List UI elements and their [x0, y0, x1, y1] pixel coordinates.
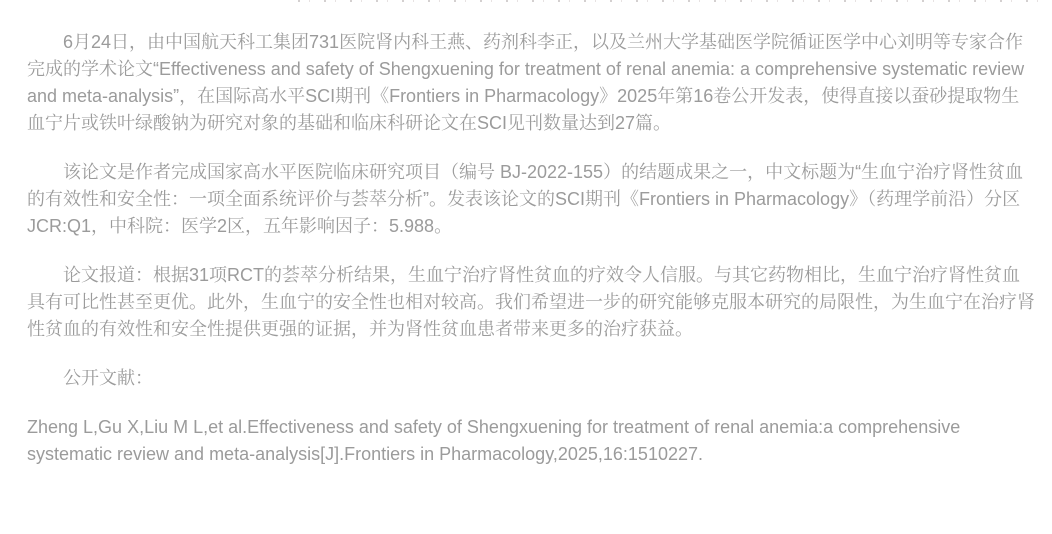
paragraph-citation: Zheng L,Gu X,Liu M L,et al.Effectiveness and safety of Shengxuening for treatment of renal anemia:a comprehensive systematic review and meta-analysis[J].Frontiers in Pharmacology,2025,16:1510227. — [27, 417, 961, 464]
paragraph-project-and-journal-details: 该论文是作者完成国家高水平医院临床研究项目（编号 BJ-2022-155）的结题成果之一，中文标题为“生血宁治疗肾性贫血的有效性和安全性：一项全面系统评价与荟萃分析”。发表该论文的SCI期刊《Frontiers in Pharmacology》（药理学前沿）分区JCR:Q1，中科院：医学2区，五年影响因子：5.988。 — [27, 162, 1024, 236]
paragraph-publication-announcement: 6月24日，由中国航天科工集团731医院肾内科王燕、药剂科李正，以及兰州大学基础医学院循证医学中心刘明等专家合作完成的学术论文“Effectiveness and safety of Shengxuening for treatment of renal anemia: a comprehensive systematic review and meta-analysis”，在国际高水平SCI期刊《Frontiers in Pharmacology》2025年第16卷公开发表，使得直接以蚕砂提取物生血宁片或铁叶绿酸钠为研究对象的基础和临床科研论文在SCI见刊数量达到27篇。 — [27, 32, 1025, 133]
paragraph-study-findings: 论文报道：根据31项RCT的荟萃分析结果，生血宁治疗肾性贫血的疗效令人信服。与其它药物相比，生血宁治疗肾性贫血具有可比性甚至更优。此外，生血宁的安全性也相对较高。我们希望进一步的研究能够克服本研究的局限性，为生血宁在治疗肾性贫血的有效性和安全性提供更强的证据，并为肾性贫血患者带来更多的治疗获益。 — [27, 265, 1035, 339]
paragraph-reference-heading: 公开文献： — [63, 368, 153, 388]
clipped-text-top-edge — [298, 0, 1038, 2]
